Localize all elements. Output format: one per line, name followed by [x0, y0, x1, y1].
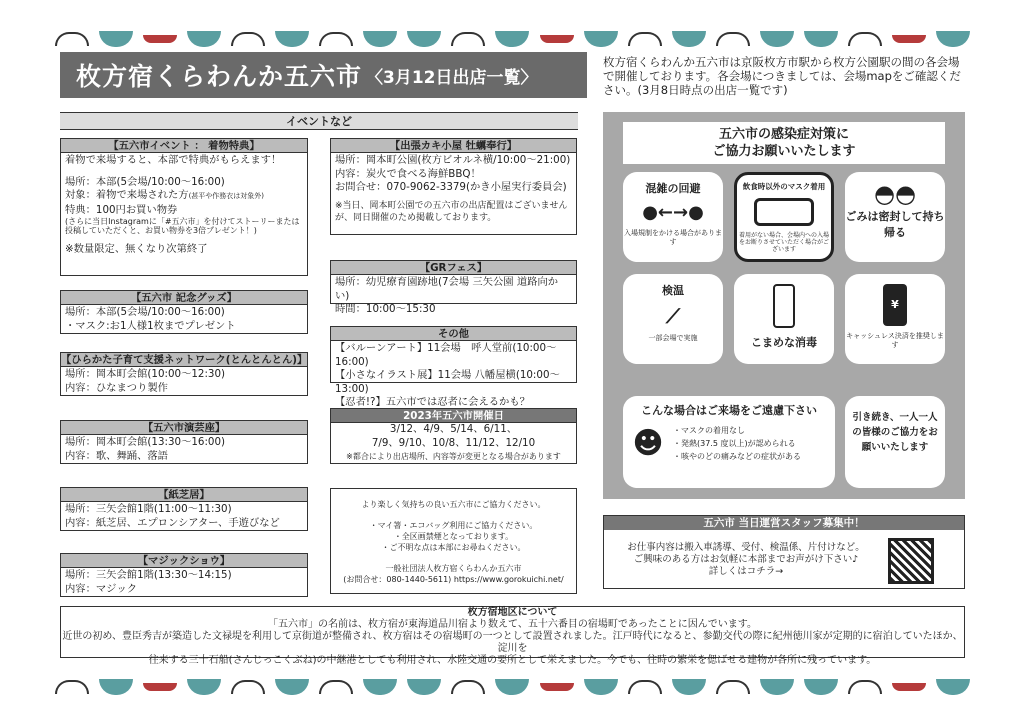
goods-box [60, 290, 308, 334]
text-line: より楽しく気持ちの良い五六市にご協力ください。 [361, 500, 546, 509]
text-note: (甚平や作務衣は対象外) [188, 192, 265, 200]
box-title: 五六市 当日運営スタッフ募集中！ [604, 516, 964, 530]
hirakata-box [60, 352, 308, 396]
text-line: 3/12、4/9、5/14、6/11、 [389, 423, 518, 435]
text-line: 内容：歌、舞踊、落語 [65, 449, 168, 462]
box-title: 【紙芝居】 [61, 488, 307, 502]
card-sub: 着用がない場合、会場内への入場をお断りさせていただく場合がございます [738, 232, 829, 253]
top-border [55, 28, 970, 50]
text-line: 内容：炭火で食べる海鮮BBQ！ [335, 167, 481, 180]
card-crowd [623, 172, 723, 262]
bottom-border [55, 676, 970, 698]
text-note: ※都合により出店場所、内容等が変更となる場合があります [346, 452, 561, 461]
card-sub: 一部会場で実施 [648, 334, 698, 342]
history-box [60, 606, 965, 666]
text-line: 【バルーンアート】11会場 呼人堂前(10:00～16:00) [335, 342, 557, 368]
card-title: 飲食時以外のマスク着用 [742, 182, 826, 191]
text-line: ご興味のある方はお気軽に本部までお声がけ下さい♪ [633, 554, 859, 565]
text-line: ・ご不明な点は本部にお尋ねください。 [381, 543, 526, 552]
kaki-box [330, 138, 577, 235]
text-line: 場所：本部(5会場/10:00～16:00) [65, 306, 225, 318]
text-line: 場所：三矢会館1階(11:00～11:30) [65, 503, 232, 515]
mask-icon [754, 198, 814, 226]
trash-bag-icon: ◓◓ [874, 180, 916, 208]
card-thanks: 引き続き、一人一人の皆様のご協力をお願いいたします [845, 396, 945, 488]
card-disinfect [734, 274, 834, 364]
text-line: ※数量限定、無くなり次第終了 [65, 243, 208, 255]
text-line: ・マスク:お1人様1枚までプレゼント [65, 319, 236, 332]
box-title: 【五六市イベント ： 着物特典】 [61, 139, 307, 153]
text-line: お仕事内容は搬入車誘導、受付、検温係、片付けなど。 [627, 542, 865, 553]
card-refrain [623, 396, 835, 488]
text-line: ・マイ箸・エコバッグ利用にご協力ください。 [369, 521, 538, 530]
text-line: 着物で来場すると、本部で特典がもらえます！ [65, 154, 282, 166]
text-line: 場所：岡本町会館(10:00～12:30) [65, 368, 226, 380]
intro-text: 枚方宿くらわんか五六市は京阪枚方市駅から枚方公園駅の間の各会場で開催しております。各会場につきましては、会場mapをご確認ください。(3月8日時点の出店一覧です) [603, 55, 961, 97]
text-line: 【小さなイラスト展】11会場 八幡屋横(10:00～13:00) [335, 369, 560, 395]
dates-box [330, 408, 577, 464]
engeiza-box [60, 420, 308, 464]
kamishibai-box [60, 487, 308, 531]
panel-title-line: 五六市の感染症対策に [718, 127, 849, 142]
staff-recruit-box [603, 515, 965, 589]
events-label: イベントなど [60, 112, 578, 130]
people-icon: ●←→● [642, 202, 704, 223]
text-line: 場所：幼児療育園跡地(7会場 三矢公園 道路向かい) [335, 276, 559, 302]
title-sub: 〈3月12日出店一覧〉 [366, 67, 538, 88]
card-temp [623, 274, 723, 364]
title-main: 枚方宿くらわんか五六市 [76, 62, 363, 91]
text-line: ・発熱(37.5 度以上)が認められる [673, 439, 796, 448]
text-line: (お問合せ：080-1440-5611) https://www.gorokuichi.net/ [343, 575, 564, 584]
text-line: 一般社団法人枚方宿くらわんか五六市 [385, 564, 522, 573]
page-title [60, 52, 587, 98]
magic-box [60, 553, 308, 597]
text-line: 内容：紙芝居、エプロンシアター、手遊びなど [65, 516, 280, 529]
text-line: 場所：三矢会館1階(13:30～14:15) [65, 569, 232, 581]
phone-yen-icon: ¥ [883, 284, 907, 326]
panel-title [623, 122, 945, 164]
box-title: 2023年五六市開催日 [331, 409, 576, 423]
history-title: 枚方宿地区について [467, 607, 558, 618]
card-title: 検温 [662, 284, 684, 297]
text-line: ・マスクの着用なし [673, 426, 745, 435]
card-title: 混雑の回避 [645, 182, 701, 195]
box-title: 【五六市 記念グッズ】 [61, 291, 307, 305]
text-line: 対象：着物で来場された方 [65, 189, 189, 201]
text-line: 場所：岡本町公園(枚方ビオルネ横/10:00～21:00) [335, 154, 571, 166]
staff-link[interactable]: 詳しくはコチラ→ [708, 566, 784, 577]
box-title: 【マジックショウ】 [61, 554, 307, 568]
panel-title-line: ご協力お願いいたします [712, 144, 856, 159]
notice-box [330, 488, 577, 594]
card-trash [845, 172, 945, 262]
box-title: 【五六市演芸座】 [61, 421, 307, 435]
box-title: 【GRフェス】 [331, 261, 576, 275]
text-line: 【忍者!?】五六市では忍者に会えるかも？ [335, 396, 530, 408]
text-line: 場所：本部(5会場/10:00～16:00) [65, 175, 225, 188]
card-title: ごみは密封して持ち帰る [845, 210, 945, 239]
card-sub: 入場規制をかける場合があります [624, 229, 722, 246]
card-title: こまめな消毒 [751, 336, 817, 349]
text-line: 特典：100円お買い物券 [65, 203, 178, 216]
text-line: 7/9、9/10、10/8、11/12、12/10 [371, 436, 536, 449]
text-line: ・咳やのどの痛みなどの症状がある [673, 452, 801, 461]
card-cashless [845, 274, 945, 364]
card-title: こんな場合はご来場をご遠慮下さい [641, 404, 817, 417]
text-line: 時間：10:00～15:30 [335, 303, 436, 315]
card-sub: キャッシュレス決済を推奨します [846, 332, 944, 349]
text-line: お問合せ：070-9062-3379(かき小屋実行委員会) [335, 181, 567, 193]
infection-panel [603, 112, 965, 499]
sanitizer-icon [773, 284, 795, 328]
box-title: 【出張カキ小屋 牡蠣奉行】 [331, 139, 576, 153]
text-line: 場所：岡本町会館(13:30～16:00) [65, 436, 226, 448]
text-line: 近世の初め、豊臣秀吉が築造した文禄堤を利用して京街道が整備され、枚方宿はその宿場町の一つとして設置されました。江戸時代になると、参勤交代の際に紀州徳川家が定期的に宿泊していたほか、淀川を [62, 631, 963, 654]
tokuten-box [60, 138, 308, 276]
text-line: 内容：ひなまつり製作 [65, 381, 168, 394]
text-note: ※当日、岡本町公園での五六市の出店配置はございませんが、同日開催のため掲載しております。 [335, 200, 568, 223]
gr-box [330, 260, 577, 315]
text-line: 「五六市」の名前は、枚方宿が東海道品川宿より数えて、五十六番目の宿場町であったことに因んでいます。 [268, 619, 757, 630]
text-line: 往来する三十石船(さんじっこくぶね)の中継港としても利用され、水陸交通の要所として栄えました。今でも、往時の繁栄を偲ばせる建物が各所に残っています。 [148, 655, 877, 666]
qr-code[interactable] [888, 538, 934, 584]
sick-person-icon: ☻ [632, 426, 664, 461]
thermometer-icon: ⟋ [666, 304, 680, 328]
box-title: 【ひらかた子育て支援ネットワーク(とんとんとん)】 [61, 354, 308, 366]
text-line: ・全区画禁煙となっております。 [393, 532, 514, 541]
text-line: 内容：マジック [65, 582, 138, 595]
box-title: その他 [331, 327, 576, 341]
card-mask [734, 172, 834, 262]
other-box [330, 326, 577, 408]
text-note: (さらに当日Instagramに「#五六市」を付けてストーリーまたは投稿していただくと、お買い物券を3倍プレゼント！) [65, 217, 300, 235]
